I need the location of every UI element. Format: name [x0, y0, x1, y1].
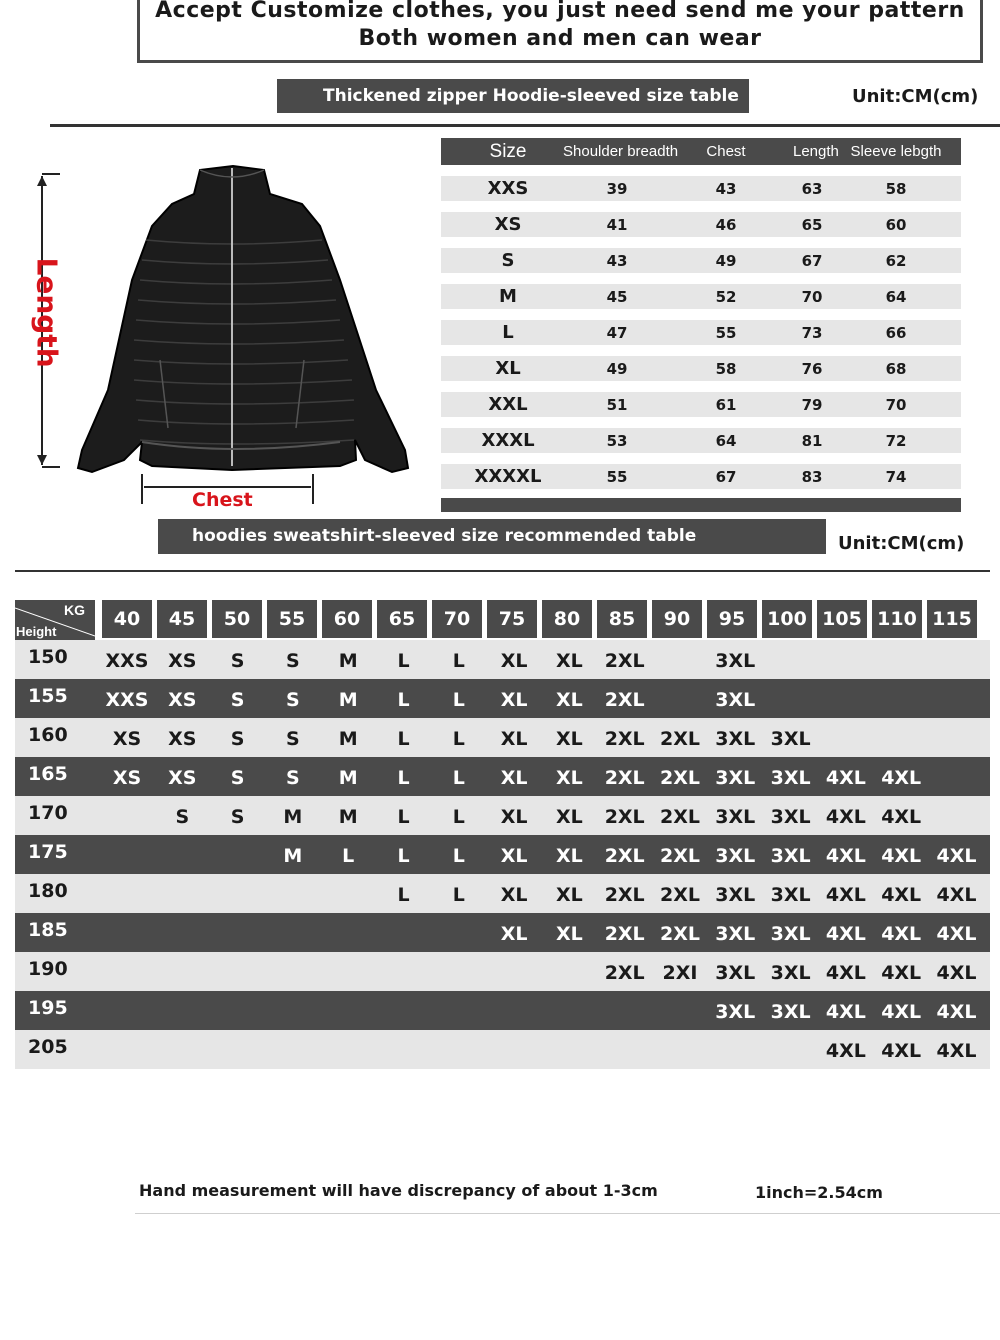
- size-cell-shoulder: 51: [606, 395, 628, 414]
- size-cell-chest: 67: [715, 467, 737, 486]
- size-recommendation: 4XL: [936, 884, 977, 906]
- weight-header: 115: [927, 600, 977, 638]
- size-recommendation: 4XL: [936, 962, 977, 984]
- size-recommendation: 2XL: [604, 689, 645, 711]
- size-cell-chest: 61: [715, 395, 737, 414]
- size-recommendation: XL: [500, 689, 528, 711]
- header-line-1: Accept Customize clothes, you just need send me your pattern: [155, 0, 965, 23]
- size-recommendation: XL: [556, 845, 583, 867]
- header-shoulder: Shoulder breadth: [563, 143, 679, 160]
- size-recommendation: 4XL: [881, 845, 922, 867]
- size-recommendation: 2XL: [660, 845, 700, 867]
- header-size: Size: [489, 140, 527, 162]
- size-recommendation: 4XL: [881, 884, 922, 906]
- size-cell-length: 83: [801, 467, 823, 486]
- size-row: [441, 392, 961, 417]
- rec-table-unit: Unit:CM(cm): [838, 533, 965, 554]
- header-bracket: [137, 0, 983, 63]
- size-cell-sleeve: 66: [885, 323, 907, 342]
- size-recommendation: XL: [500, 767, 528, 789]
- size-recommendation: 2XL: [660, 767, 700, 789]
- size-cell-sleeve: 70: [885, 395, 907, 414]
- size-recommendation: 3XL: [770, 767, 811, 789]
- weight-header: 80: [542, 600, 592, 638]
- size-recommendation: S: [230, 728, 245, 750]
- rec-row: [15, 913, 990, 952]
- weight-header: 95: [707, 600, 757, 638]
- size-recommendation: 3XL: [715, 767, 756, 789]
- rec-table: [15, 600, 990, 1069]
- size-recommendation: L: [397, 845, 410, 867]
- size-cell-shoulder: 47: [606, 323, 628, 342]
- size-recommendation: L: [397, 689, 410, 711]
- size-recommendation: 3XL: [715, 923, 756, 945]
- size-row: [441, 320, 961, 345]
- size-cell-shoulder: 55: [606, 467, 628, 486]
- weight-header: 50: [212, 600, 262, 638]
- weight-header: 75: [487, 600, 537, 638]
- size-recommendation: XL: [500, 650, 528, 672]
- rec-table-header: [15, 600, 990, 640]
- size-recommendation: 3XL: [770, 806, 811, 828]
- size-cell-sleeve: 60: [885, 215, 907, 234]
- size-recommendation: 4XL: [936, 845, 977, 867]
- size-recommendation: 3XL: [715, 962, 756, 984]
- size-recommendation: L: [452, 689, 465, 711]
- size-recommendation: 3XL: [770, 1001, 811, 1023]
- header-length: Length: [793, 143, 839, 160]
- size-cell-sleeve: 64: [885, 287, 907, 306]
- length-arrow-up: [37, 176, 47, 186]
- size-recommendation: 4XL: [936, 923, 977, 945]
- size-recommendation: 3XL: [770, 923, 811, 945]
- header-chest: Chest: [706, 143, 746, 160]
- rec-row: [15, 796, 990, 835]
- size-cell-size: L: [502, 322, 514, 343]
- size-recommendation: 2XL: [604, 923, 645, 945]
- weight-header: 40: [102, 600, 152, 638]
- weight-header: 65: [377, 600, 427, 638]
- size-recommendation: M: [338, 767, 358, 789]
- size-recommendation: XL: [500, 845, 528, 867]
- rec-row: [15, 757, 990, 796]
- size-recommendation: XL: [500, 884, 528, 906]
- size-recommendation: 3XL: [770, 728, 811, 750]
- size-table-body: [441, 176, 961, 489]
- size-recommendation: 4XL: [881, 962, 922, 984]
- size-cell-length: 76: [801, 359, 823, 378]
- size-recommendation: M: [338, 689, 358, 711]
- size-recommendation: M: [283, 845, 303, 867]
- size-recommendation: XL: [500, 806, 528, 828]
- rec-row: [15, 718, 990, 757]
- size-cell-length: 70: [801, 287, 823, 306]
- size-row: [441, 284, 961, 309]
- size-cell-size: XXL: [488, 394, 528, 415]
- size-recommendation: L: [397, 767, 410, 789]
- size-cell-size: XXXXL: [474, 466, 542, 487]
- size-recommendation: S: [286, 767, 300, 789]
- size-recommendation: XL: [556, 806, 583, 828]
- size-recommendation: 2XL: [660, 923, 700, 945]
- size-cell-length: 67: [801, 251, 823, 270]
- size-recommendation: 4XL: [825, 767, 866, 789]
- size-recommendation: S: [286, 650, 300, 672]
- size-recommendation: 4XL: [825, 923, 866, 945]
- size-table-unit: Unit:CM(cm): [852, 86, 979, 107]
- weight-header: 55: [267, 600, 317, 638]
- divider: [135, 1213, 1000, 1214]
- header-sleeve: Sleeve lebgth: [850, 143, 942, 160]
- size-recommendation: M: [283, 806, 303, 828]
- size-recommendation: 4XL: [881, 806, 922, 828]
- header-line-2: Both women and men can wear: [358, 26, 762, 51]
- rec-row: [15, 679, 990, 718]
- rec-table-body: [15, 640, 990, 1069]
- length-arrow-down: [37, 455, 47, 465]
- size-cell-shoulder: 41: [606, 215, 628, 234]
- size-recommendation: 2XI: [662, 962, 698, 984]
- size-recommendation: L: [397, 806, 410, 828]
- size-recommendation: L: [342, 845, 355, 867]
- size-row: [441, 428, 961, 453]
- weight-header: 110: [872, 600, 922, 638]
- length-label: Length: [30, 257, 64, 368]
- size-recommendation: 3XL: [715, 689, 756, 711]
- size-recommendation: XS: [112, 767, 142, 789]
- size-recommendation: XL: [556, 923, 583, 945]
- size-recommendation: S: [230, 650, 245, 672]
- size-table: [441, 138, 961, 489]
- size-recommendation: 3XL: [770, 962, 811, 984]
- jacket-diagram: [20, 160, 440, 510]
- weight-header: 90: [652, 600, 702, 638]
- size-recommendation: 3XL: [715, 650, 756, 672]
- row-height: 205: [28, 1036, 68, 1058]
- size-recommendation: L: [452, 650, 465, 672]
- size-recommendation: XL: [500, 923, 528, 945]
- size-cell-chest: 58: [715, 359, 737, 378]
- size-recommendation: 2XL: [604, 806, 645, 828]
- size-cell-shoulder: 49: [606, 359, 628, 378]
- weight-header: 85: [597, 600, 647, 638]
- size-recommendation: 4XL: [936, 1001, 977, 1023]
- size-cell-shoulder: 45: [606, 287, 628, 306]
- size-cell-chest: 55: [715, 323, 737, 342]
- row-height: 175: [28, 841, 68, 863]
- size-cell-size: S: [501, 250, 515, 271]
- size-recommendation: 4XL: [825, 1040, 866, 1062]
- rec-row: [15, 874, 990, 913]
- kg-label: KG: [64, 602, 85, 618]
- size-row: [441, 464, 961, 489]
- size-cell-shoulder: 43: [606, 251, 628, 270]
- size-recommendation: 2XL: [604, 962, 645, 984]
- chest-label: Chest: [192, 489, 253, 511]
- size-cell-length: 63: [801, 179, 823, 198]
- size-recommendation: M: [338, 728, 358, 750]
- size-recommendation: XS: [168, 650, 197, 672]
- size-recommendation: 4XL: [825, 1001, 866, 1023]
- row-height: 150: [28, 646, 68, 668]
- size-cell-shoulder: 53: [606, 431, 628, 450]
- size-recommendation: L: [452, 806, 465, 828]
- size-recommendation: XS: [168, 767, 197, 789]
- size-recommendation: XL: [556, 650, 583, 672]
- size-recommendation: XS: [112, 728, 142, 750]
- row-height: 180: [28, 880, 68, 902]
- size-recommendation: L: [397, 884, 410, 906]
- size-recommendation: 4XL: [881, 923, 922, 945]
- size-recommendation: 2XL: [604, 884, 645, 906]
- row-height: 195: [28, 997, 68, 1019]
- size-recommendation: 4XL: [936, 1040, 977, 1062]
- size-row: [441, 212, 961, 237]
- size-recommendation: S: [175, 806, 190, 828]
- size-recommendation: L: [397, 650, 410, 672]
- weight-header: 70: [432, 600, 482, 638]
- size-recommendation: L: [452, 884, 465, 906]
- size-cell-sleeve: 68: [885, 359, 907, 378]
- size-recommendation: 4XL: [825, 884, 866, 906]
- rec-row: [15, 952, 990, 991]
- size-row: [441, 248, 961, 273]
- size-recommendation: 3XL: [715, 884, 756, 906]
- size-recommendation: XS: [168, 728, 197, 750]
- size-cell-sleeve: 62: [885, 251, 907, 270]
- size-row: [441, 356, 961, 381]
- size-cell-size: XL: [495, 358, 521, 379]
- size-recommendation: 3XL: [715, 806, 756, 828]
- size-cell-chest: 64: [715, 431, 737, 450]
- inch-conversion: 1inch=2.54cm: [755, 1183, 883, 1202]
- rec-row: [15, 640, 990, 679]
- size-recommendation: 4XL: [825, 806, 866, 828]
- size-recommendation: 2XL: [604, 767, 645, 789]
- size-recommendation: 2XL: [660, 884, 700, 906]
- rec-row: [15, 835, 990, 874]
- size-cell-size: XXXL: [481, 430, 535, 451]
- size-cell-sleeve: 58: [885, 179, 907, 198]
- size-recommendation: XXS: [105, 689, 149, 711]
- size-row: [441, 176, 961, 201]
- rec-table-title: hoodies sweatshirt-sleeved size recommended table: [158, 519, 826, 554]
- size-recommendation: S: [286, 728, 300, 750]
- kg-height-corner: [15, 600, 95, 640]
- size-recommendation: L: [397, 728, 410, 750]
- size-cell-length: 73: [801, 323, 823, 342]
- size-recommendation: 4XL: [881, 1040, 922, 1062]
- size-recommendation: 4XL: [881, 1001, 922, 1023]
- size-recommendation: S: [230, 689, 245, 711]
- row-height: 155: [28, 685, 68, 707]
- size-recommendation: 2XL: [660, 806, 700, 828]
- row-height: 190: [28, 958, 68, 980]
- size-recommendation: L: [452, 767, 465, 789]
- weight-header: 45: [157, 600, 207, 638]
- height-label: Height: [16, 624, 57, 639]
- size-cell-sleeve: 74: [885, 467, 907, 486]
- size-recommendation: XL: [556, 767, 583, 789]
- size-cell-chest: 49: [715, 251, 737, 270]
- size-recommendation: XXS: [105, 650, 149, 672]
- size-recommendation: 3XL: [770, 884, 811, 906]
- size-recommendation: XS: [168, 689, 197, 711]
- size-recommendation: S: [230, 806, 245, 828]
- size-cell-length: 81: [801, 431, 823, 450]
- size-recommendation: M: [338, 806, 358, 828]
- size-cell-size: XXS: [487, 178, 529, 199]
- size-recommendation: M: [338, 650, 358, 672]
- measurement-note: Hand measurement will have discrepancy of about 1-3cm: [139, 1181, 658, 1200]
- size-table-footer: [441, 498, 961, 512]
- size-recommendation: 3XL: [770, 845, 811, 867]
- weight-header: 60: [322, 600, 372, 638]
- row-height: 160: [28, 724, 68, 746]
- row-height: 165: [28, 763, 68, 785]
- size-recommendation: L: [452, 845, 465, 867]
- rec-row: [15, 991, 990, 1030]
- weight-header: 105: [817, 600, 867, 638]
- size-cell-chest: 52: [715, 287, 737, 306]
- size-cell-sleeve: 72: [885, 431, 907, 450]
- row-height: 185: [28, 919, 68, 941]
- size-recommendation: 2XL: [604, 728, 645, 750]
- size-cell-shoulder: 39: [606, 179, 628, 198]
- divider: [15, 570, 990, 572]
- divider: [50, 124, 1000, 127]
- size-recommendation: S: [230, 767, 245, 789]
- size-recommendation: XL: [556, 689, 583, 711]
- size-table-title: Thickened zipper Hoodie-sleeved size table: [277, 79, 749, 113]
- size-recommendation: 4XL: [881, 767, 922, 789]
- size-table-header: [441, 138, 961, 165]
- size-recommendation: 3XL: [715, 845, 756, 867]
- size-recommendation: 3XL: [715, 1001, 756, 1023]
- weight-header: 100: [762, 600, 812, 638]
- size-recommendation: XL: [500, 728, 528, 750]
- size-recommendation: S: [286, 689, 300, 711]
- size-cell-length: 79: [801, 395, 823, 414]
- size-cell-chest: 43: [715, 179, 737, 198]
- size-cell-chest: 46: [715, 215, 737, 234]
- size-cell-length: 65: [801, 215, 823, 234]
- size-recommendation: 3XL: [715, 728, 756, 750]
- size-cell-size: M: [499, 286, 517, 307]
- size-recommendation: 2XL: [604, 650, 645, 672]
- size-recommendation: 4XL: [825, 845, 866, 867]
- size-cell-size: XS: [494, 214, 522, 235]
- size-recommendation: XL: [556, 728, 583, 750]
- size-recommendation: 2XL: [660, 728, 700, 750]
- rec-row: [15, 1030, 990, 1069]
- size-recommendation: 2XL: [604, 845, 645, 867]
- size-recommendation: XL: [556, 884, 583, 906]
- size-recommendation: 4XL: [825, 962, 866, 984]
- jacket-icon: [78, 166, 408, 472]
- size-recommendation: L: [452, 728, 465, 750]
- row-height: 170: [28, 802, 68, 824]
